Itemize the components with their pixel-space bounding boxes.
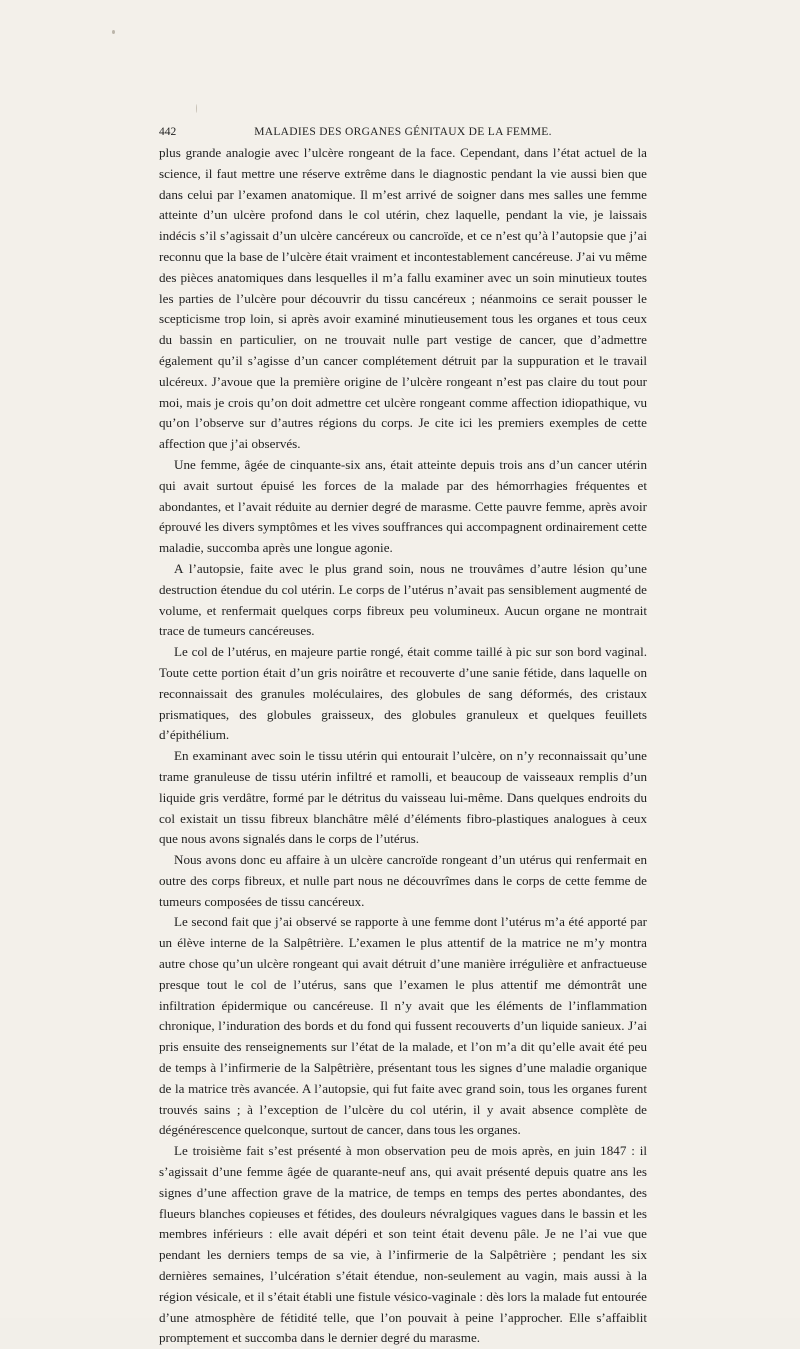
paragraph: Le col de l’utérus, en majeure partie rongé, était comme taillé à pic sur son bord vaginal. Toute cette portion était d’un gris noirâtre et recouverte d’une sanie fétide, dans laquelle on reconnaissait des granules moléculaires, des globules de sang déformés, des cristaux prismatiques, des globules graisseux, des globules granuleux et quelques feuillets d’épithélium. <box>159 644 647 743</box>
paragraph: En examinant avec soin le tissu utérin qui entourait l’ulcère, on n’y reconnaissait qu’une trame granuleuse de tissu utérin infiltré et ramolli, et beaucoup de vaisseaux remplis d’un liquide gris verdâtre, formé par le détritus du vaisseau lui-même. Dans quelques endroits du col existait un tissu fibreux blanchâtre mêlé d’éléments fibro-plastiques analogues à ceux que nous avons signalés dans le corps de l’utérus. <box>159 748 647 847</box>
paragraph: Le troisième fait s’est présenté à mon observation peu de mois après, en juin 1847 : il s’agissait d’une femme âgée de quarante-neuf ans, qui avait présenté depuis quatre ans les signes d’une affection grave de la matrice, de temps en temps des pertes abondantes, des flueurs blanches copieuses et fétides, des douleurs névralgiques vagues dans le bassin et les membres inférieurs : elle avait dépéri et son teint était devenu pâle. Je ne l’ai vue que pendant les derniers temps de sa vie, à l’infirmerie de la Salpêtrière ; pendant les six dernières semaines, l’ulcération s’était étendue, non-seulement au vagin, mais aussi à la région vésicale, et il s’était établi une fistule vésico-vaginale : dès lors la malade fut entourée d’une atmosphère de fétidité telle, que l’on pouvait à peine l’approcher. Elle s’affaiblit promptement et succomba dans le dernier degré du marasme. <box>159 1143 647 1346</box>
running-title: MALADIES DES ORGANES GÉNITAUX DE LA FEMME. <box>254 126 552 138</box>
paragraph: Une femme, âgée de cinquante-six ans, était atteinte depuis trois ans d’un cancer utérin qui avait surtout épuisé les forces de la malade par des hémorrhagies fréquentes et abondantes, et l’avait réduite au dernier degré de marasme. Cette pauvre femme, après avoir éprouvé les divers symptômes et les vives souffrances qui accompagnent ordinairement cette maladie, succomba après une longue agonie. <box>159 456 647 556</box>
body-text <box>159 143 647 1349</box>
page-header <box>159 126 647 142</box>
ink-speck <box>196 104 197 113</box>
paragraph: Nous avons donc eu affaire à un ulcère cancroïde rongeant d’un utérus qui renfermait en outre des corps fibreux, et nulle part nous ne découvrîmes dans le corps de cette femme de tumeurs composées de tissu cancéreux. <box>159 852 647 909</box>
ink-speck <box>112 30 115 34</box>
paragraph: A l’autopsie, faite avec le plus grand soin, nous ne trouvâmes d’autre lésion qu’une destruction étendue du col utérin. Le corps de l’utérus n’avait pas sensiblement augmenté de volume, et renfermait quelques corps fibreux peu volumineux. Aucun organe ne montrait trace de tumeurs cancéreuses. <box>159 560 647 639</box>
paragraph: plus grande analogie avec l’ulcère rongeant de la face. Cependant, dans l’état actuel de la science, il faut mettre une réserve extrême dans le diagnostic pendant la vie aussi bien que dans celui par l’examen anatomique. Il m’est arrivé de soigner dans mes salles une femme atteinte d’un ulcère profond dans le col utérin, chez laquelle, pendant la vie, je laissais indécis s’il s’agissait d’un ulcère cancéreux ou cancroïde, et ce n’est qu’à l’autopsie que j’ai reconnu que la base de l’ulcère était vraiment et incontestablement cancéreuse. J’ai vu même des pièces anatomiques dans lesquelles il m’a fallu examiner avec un soin minutieux toutes les parties de l’ulcère pour découvrir du tissu cancéreux ; néanmoins ce serait pousser le scepticisme trop loin, si après avoir examiné minutieusement tous les organes et tous ceux du bassin en particulier, on ne trouvait nulle part vestige de cancer, que d’admettre également qu’il s’agisse d’un cancer complétement détruit par la suppuration et le travail ulcéreux. J’avoue que la première origine de l’ulcère rongeant n’est pas claire du tout pour moi, mais je crois qu’on doit admettre cet ulcère rongeant comme affection idiopathique, vu qu’on l’observe sur d’autres régions du corps. Je cite ici les premiers exemples de cette affection que j’ai observés. <box>159 145 647 452</box>
page-number: 442 <box>159 126 177 138</box>
paragraph: Le second fait que j’ai observé se rapporte à une femme dont l’utérus m’a été apporté par un élève interne de la Salpêtrière. L’examen le plus attentif de la matrice ne m’y montra autre chose qu’un ulcère rongeant qui avait détruit d’une manière irrégulière et anfractueuse presque tout le col de l’utérus, sans que l’examen le plus attentif me démontrât une infiltration épidermique ou cancéreuse. Il n’y avait que les éléments de l’inflammation chronique, l’induration des bords et du fond qui fussent recouverts d’un liquide sanieux. J’ai pris ensuite des renseignements sur l’état de la malade, et l’on m’a dit qu’elle avait été peu de temps à l’infirmerie de la Salpêtrière, présentant tous les signes d’une maladie organique de la matrice très avancée. A l’autopsie, qui fut faite avec grand soin, tous les organes furent trouvés sains ; à l’exception de l’ulcère du col utérin, il y avait absence complète de dégénérescence quelconque, surtout de cancer, dans tous les organes. <box>159 914 647 1138</box>
